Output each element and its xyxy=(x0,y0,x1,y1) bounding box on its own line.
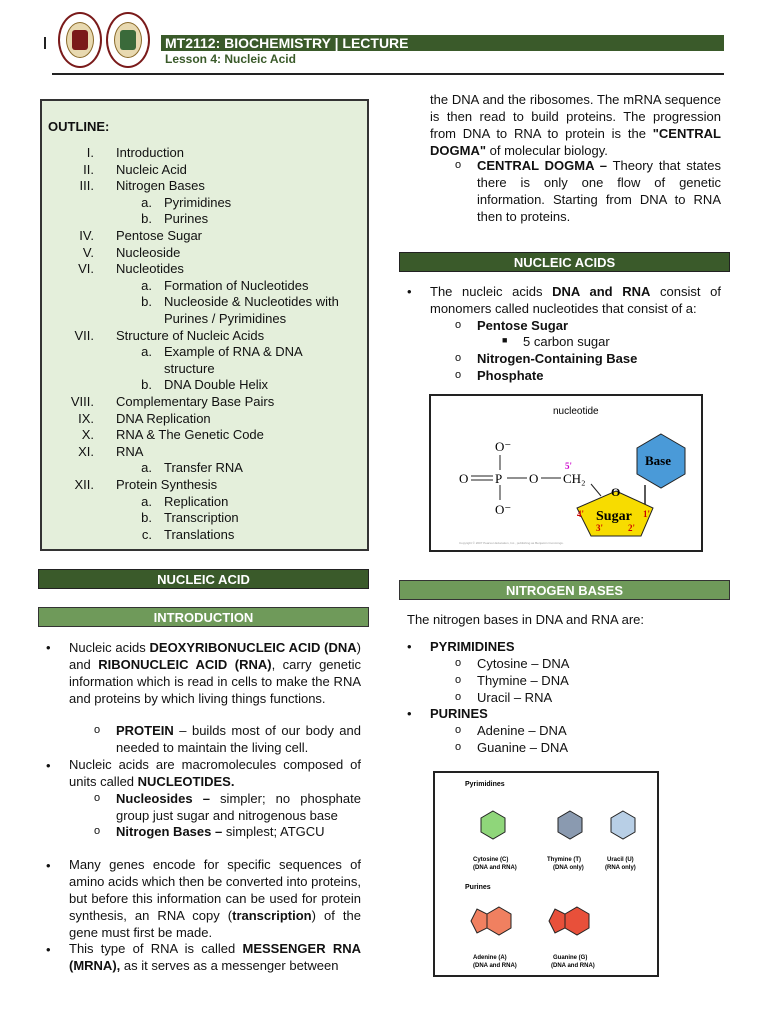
outline-number: II. xyxy=(83,161,94,177)
paragraph-nucleic-acids: Nucleic acids DEOXYRIBONUCLEIC ACID (DNA) and RIBONUCLEIC ACID (RNA), carry genetic information which is read in cells to make the RNA and proteins by which living things functions. xyxy=(69,640,361,706)
base-list-item: Cytosine – DNA xyxy=(477,656,570,671)
sub-bullet: o xyxy=(455,319,462,331)
outline-item: Pyrimidines xyxy=(164,194,232,210)
outline-item: Protein Synthesis xyxy=(116,477,218,492)
cytosine-ring xyxy=(481,811,505,839)
paragraph-nitrogen-bases: Nitrogen Bases – simplest; ATGCU xyxy=(116,824,325,839)
nitrogen-bases-intro: The nitrogen bases in DNA and RNA are: xyxy=(407,612,645,627)
svg-text:Copyright © 2007 Pearson Educa: Copyright © 2007 Pearson Education, Inc., publishing as Benjamin Cummings. xyxy=(459,541,564,545)
sugar-label: Sugar xyxy=(596,509,632,524)
pyrimidines-heading: PYRIMIDINES xyxy=(430,639,515,654)
outline-title: OUTLINE: xyxy=(48,119,110,134)
base-label: Base xyxy=(645,453,671,468)
outline-number: VIII. xyxy=(70,394,94,409)
outline-item: Nucleoside & Nucleotides with xyxy=(164,294,339,310)
bullet: • xyxy=(46,640,51,655)
outline-number: X. xyxy=(81,427,94,443)
uracil-ring xyxy=(611,811,635,839)
svg-text:O⁻: O⁻ xyxy=(495,439,512,454)
outline-item: Replication xyxy=(164,493,229,509)
outline-number: I. xyxy=(86,145,94,160)
outline-number: III. xyxy=(79,178,94,194)
outline-item: Complementary Base Pairs xyxy=(116,394,275,409)
outline-item: Purines xyxy=(164,211,209,227)
outline-item: Structure of Nucleic Acids xyxy=(116,327,265,343)
svg-text:4': 4' xyxy=(577,509,585,519)
outline-item: Nucleotides xyxy=(116,261,184,277)
outline-number: a. xyxy=(141,277,152,293)
outline-number: b. xyxy=(141,510,152,526)
sub-bullet: o xyxy=(455,724,462,736)
base-list-item: Uracil – RNA xyxy=(477,690,553,705)
svg-text:O: O xyxy=(611,485,621,499)
outline-number: b. xyxy=(141,377,152,393)
outline-item: Transcription xyxy=(164,510,239,526)
sub-bullet: o xyxy=(94,792,101,804)
header-divider xyxy=(44,37,46,49)
outline-item: Purines / Pyrimidines xyxy=(164,311,287,326)
svg-text:(RNA only): (RNA only) xyxy=(605,865,636,871)
paragraph-protein: PROTEIN – builds most of our body and needed to maintain the living cell. xyxy=(116,723,361,755)
bullet: • xyxy=(407,284,412,299)
outline-item: Translations xyxy=(164,526,235,542)
paragraph-genes: Many genes encode for specific sequences of amino acids which then be converted into proteins, but before this information can be used for protein synthesis, an RNA copy (transcription) of the gene must first be made. xyxy=(69,857,362,940)
paragraph-nucleosides: Nucleosides – simpler; no phosphate group just sugar and nitrogenous base xyxy=(116,791,361,823)
adenine-ring5 xyxy=(471,909,487,933)
svg-text:O: O xyxy=(459,471,469,486)
svg-text:P: P xyxy=(495,471,503,486)
outline-item: Pentose Sugar xyxy=(116,228,203,243)
svg-text:3': 3' xyxy=(596,523,604,533)
sub-bullet: o xyxy=(455,691,462,703)
outline-box xyxy=(40,99,369,551)
paragraph-central-dogma-intro: the DNA and the ribosomes. The mRNA sequence is then read to build proteins. The progression from DNA to RNA to protein is the "CENTRAL DOGMA" of molecular biology. xyxy=(430,92,721,158)
outline-number: a. xyxy=(141,344,152,360)
paragraph-macromolecules: Nucleic acids are macromolecules composed of units called NUCLEOTIDES. xyxy=(69,757,361,789)
paragraph-messenger-rna: This type of RNA is called MESSENGER RNA (MRNA), as it serves as a messenger between xyxy=(69,941,361,973)
section-bar-nucleic-acid: NUCLEIC ACID xyxy=(38,569,369,589)
item-5-carbon-sugar: 5 carbon sugar xyxy=(523,334,610,349)
svg-text:Guanine (G): Guanine (G) xyxy=(553,955,588,961)
svg-text:O⁻: O⁻ xyxy=(495,502,512,517)
college-seal-logo xyxy=(106,12,150,68)
bullet: • xyxy=(407,639,412,654)
outline-item: DNA Double Helix xyxy=(164,377,269,393)
svg-text:Uracil (U): Uracil (U) xyxy=(607,857,634,863)
bullet: • xyxy=(46,758,51,773)
bullet: • xyxy=(407,706,412,721)
base-list-item: Thymine – DNA xyxy=(477,673,569,688)
outline-number: b. xyxy=(141,211,152,227)
header-rule xyxy=(52,73,724,75)
outline-item: Example of RNA & DNA xyxy=(164,344,303,360)
outline-item: structure xyxy=(164,360,215,376)
adenine-ring6 xyxy=(487,907,511,935)
nucleotide-diagram xyxy=(431,396,701,550)
outline-number: VI. xyxy=(78,261,94,277)
outline-item: Nucleic Acid xyxy=(116,161,187,177)
sub-bullet: o xyxy=(455,657,462,669)
svg-text:Adenine (A): Adenine (A) xyxy=(473,955,507,961)
svg-text:(DNA and RNA): (DNA and RNA) xyxy=(473,963,517,969)
base-list-item: Adenine – DNA xyxy=(477,723,567,738)
outline-item: RNA xyxy=(116,443,144,459)
guanine-ring6 xyxy=(565,907,589,935)
outline-number: V. xyxy=(82,244,94,260)
item-phosphate: Phosphate xyxy=(477,368,544,383)
svg-text:2': 2' xyxy=(628,523,636,533)
outline-item: Nucleoside xyxy=(116,244,181,260)
outline-number: a. xyxy=(141,194,152,210)
item-pentose-sugar: Pentose Sugar xyxy=(477,318,569,333)
outline-number: b. xyxy=(141,294,152,310)
lesson-title: Lesson 4: Nucleic Acid xyxy=(165,52,296,66)
nitrogen-bases-diagram xyxy=(435,773,657,975)
sub-bullet: o xyxy=(455,674,462,686)
svg-text:CH₂: CH₂ xyxy=(563,471,586,486)
sub-bullet: o xyxy=(455,369,462,381)
paragraph-central-dogma: CENTRAL DOGMA – Theory that states there is only one flow of genetic information. Starting from DNA to RNA then to proteins. xyxy=(477,158,721,224)
outline-number: IV. xyxy=(79,228,94,243)
svg-text:Pyrimidines: Pyrimidines xyxy=(465,781,505,788)
thymine-ring xyxy=(558,811,582,839)
sub-bullet: o xyxy=(455,159,462,171)
section-bar-introduction: INTRODUCTION xyxy=(38,607,369,627)
outline-number: XI. xyxy=(78,443,94,459)
nucleotide-caption: nucleotide xyxy=(553,406,599,417)
outline-item: Formation of Nucleotides xyxy=(164,277,309,293)
bullet: • xyxy=(46,858,51,873)
nitrogen-bases-figure xyxy=(433,771,659,977)
purines-heading: PURINES xyxy=(430,706,488,721)
svg-text:Thymine (T): Thymine (T) xyxy=(547,857,581,863)
nucleotide-figure xyxy=(429,394,703,552)
svg-text:5': 5' xyxy=(565,461,573,471)
svg-text:O: O xyxy=(529,471,539,486)
bullet: • xyxy=(46,942,51,957)
outline-item: RNA & The Genetic Code xyxy=(116,427,264,443)
sub-bullet: o xyxy=(455,741,462,753)
university-seal-logo xyxy=(58,12,102,68)
sub-bullet: o xyxy=(455,352,462,364)
outline-number: a. xyxy=(141,493,152,509)
svg-text:(DNA only): (DNA only) xyxy=(553,865,584,871)
item-nitrogen-base: Nitrogen-Containing Base xyxy=(477,351,638,366)
course-title: MT2112: BIOCHEMISTRY | LECTURE xyxy=(161,35,724,51)
outline-item: Nitrogen Bases xyxy=(116,178,205,194)
sub-bullet: o xyxy=(94,724,101,736)
square-bullet: ■ xyxy=(502,335,508,345)
svg-text:(DNA and RNA): (DNA and RNA) xyxy=(551,963,595,969)
guanine-ring5 xyxy=(549,909,565,933)
section-bar-nucleic-acids: NUCLEIC ACIDS xyxy=(399,252,730,272)
outline-number: XII. xyxy=(74,477,94,492)
outline-item: Introduction xyxy=(116,145,184,160)
outline-item: DNA Replication xyxy=(116,410,211,426)
outline-number: IX. xyxy=(78,410,94,426)
svg-text:Purines: Purines xyxy=(465,884,491,891)
section-bar-nitrogen-bases: NITROGEN BASES xyxy=(399,580,730,600)
outline-number: a. xyxy=(141,460,152,476)
svg-text:(DNA and RNA): (DNA and RNA) xyxy=(473,865,517,871)
sub-bullet: o xyxy=(94,825,101,837)
svg-text:Cytosine (C): Cytosine (C) xyxy=(473,857,509,863)
svg-text:1': 1' xyxy=(643,509,651,519)
outline-number: VII. xyxy=(74,327,94,343)
outline-item: Transfer RNA xyxy=(164,460,243,476)
base-list-item: Guanine – DNA xyxy=(477,740,569,755)
paragraph-monomers: The nucleic acids DNA and RNA consist of monomers called nucleotides that consist of a: xyxy=(430,284,721,316)
outline-number: c. xyxy=(141,526,152,542)
